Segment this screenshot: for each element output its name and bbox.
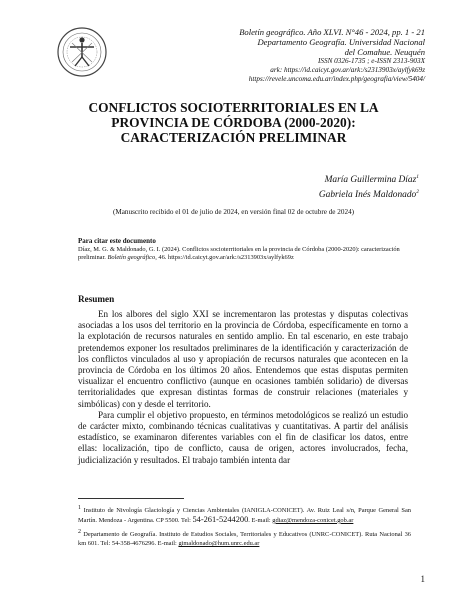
- author-list: [319, 172, 419, 201]
- citation-text: Díaz, M. G. & Maldonado, G. I. (2024). Conflictos socioterritoriales en la provincia de Córdoba (2000-2020): caracterización preliminar. Boletín geográfico, 46. https://id.caicyt.gov.ar/ark:/s2313903x/aylfyk69z: [78, 246, 400, 262]
- page-number: 1: [420, 574, 425, 584]
- ark-link[interactable]: ark: https://id.caicyt.gov.ar/ark:/s2313903x/aylfyk69z: [270, 66, 425, 74]
- author: María Guillermina Díaz$^1$: [324, 174, 419, 186]
- abstract-paragraph: En los albores del siglo XXI se incrementaron las protestas y disputas colectivas asociadas a los usos del territorio en la provincia de Córdoba, específicamente en torno a la explotación de recursos naturales en sentido amplio. En tal escenario, en este trabajo pretendemos exponer los resultados preliminares de la identificación y caracterización de los conflictos vinculados al uso y apropiación de recursos naturales que acontecen en la provincia de Córdoba en los últimos 20 años. Entendemos que estas disputas permiten visualizar el encuentro conflictivo (aunque en ocasiones también solidario) de diversas territorialidades que expresan distintas formas de construir relaciones (materiales y simbólicas) con y desde el territorio.: [78, 309, 408, 409]
- email-link[interactable]: gdiaz@mendoza-conicet.gob.ar: [272, 516, 354, 524]
- department: Departamento Geografía. Universidad Nacional: [257, 37, 425, 47]
- journal-header: [125, 27, 425, 84]
- abstract-heading: Resumen: [78, 294, 115, 304]
- author: Gabriela Inés Maldonado$^2$: [318, 188, 419, 200]
- footnote-1: $^1$ Instituto de Nivología Glaciología y Ciencias Ambientales (IANIGLA-CONICET). Av. Ruiz Leal s/n, Parque General San Martín. Mendoza - Argentina. CP 5500. Tel: 54-261-5244200. E-mail: gdiaz@mendoza-conicet.gob.ar: [78, 505, 411, 524]
- citation-label: Para citar este documento: [78, 237, 156, 245]
- journal-issue: Boletín geográfico. Año XLVI. N°46 - 2024, pp. 1 - 21: [239, 27, 425, 37]
- footnote-2: $^2$ Departamento de Geografía. Instituto de Estudios Sociales, Territoriales y Educativos (UNRC-CONICET). Ruta Nacional 36 km 601. Tel: 54-358-4676296. E-mail: gimaldonado@hum.unrc.edu.ar: [78, 529, 411, 548]
- abstract-paragraph: Para cumplir el objetivo propuesto, en términos metodológicos se realizó un estudio de carácter mixto, combinando técnicas cualitativas y cuantitativas. A partir del análisis estadístico, se examinaron diferentes variables con el fin de clasificar los datos, entre ellas: localización, tipo de conflicto, causa de origen, actores involucrados, fecha, judicialización y resultados. El trabajo también intenta dar: [78, 409, 408, 465]
- issn: ISSN 0326-1735 ; e-ISSN 2313-903X: [318, 57, 425, 65]
- article-title: CONFLICTOS SOCIOTERRITORIALES EN LA PROVINCIA DE CÓRDOBA (2000-2020): CARACTERIZACIÓN PRELIMINAR: [88, 100, 379, 145]
- footnotes: [78, 504, 411, 552]
- email-link[interactable]: gimaldonado@hum.unrc.edu.ar: [178, 540, 260, 548]
- university: del Comahue. Neuquén: [344, 47, 425, 57]
- abstract-body: [78, 309, 408, 466]
- article-url[interactable]: https://revele.uncoma.edu.ar/index.php/geografia/view/5404/: [248, 75, 425, 83]
- university-seal-logo: [56, 26, 108, 78]
- footnote-divider: [78, 498, 184, 499]
- received-note: (Manuscrito recibido el 01 de julio de 2024, en versión final 02 de octubre de 2024): [112, 208, 355, 216]
